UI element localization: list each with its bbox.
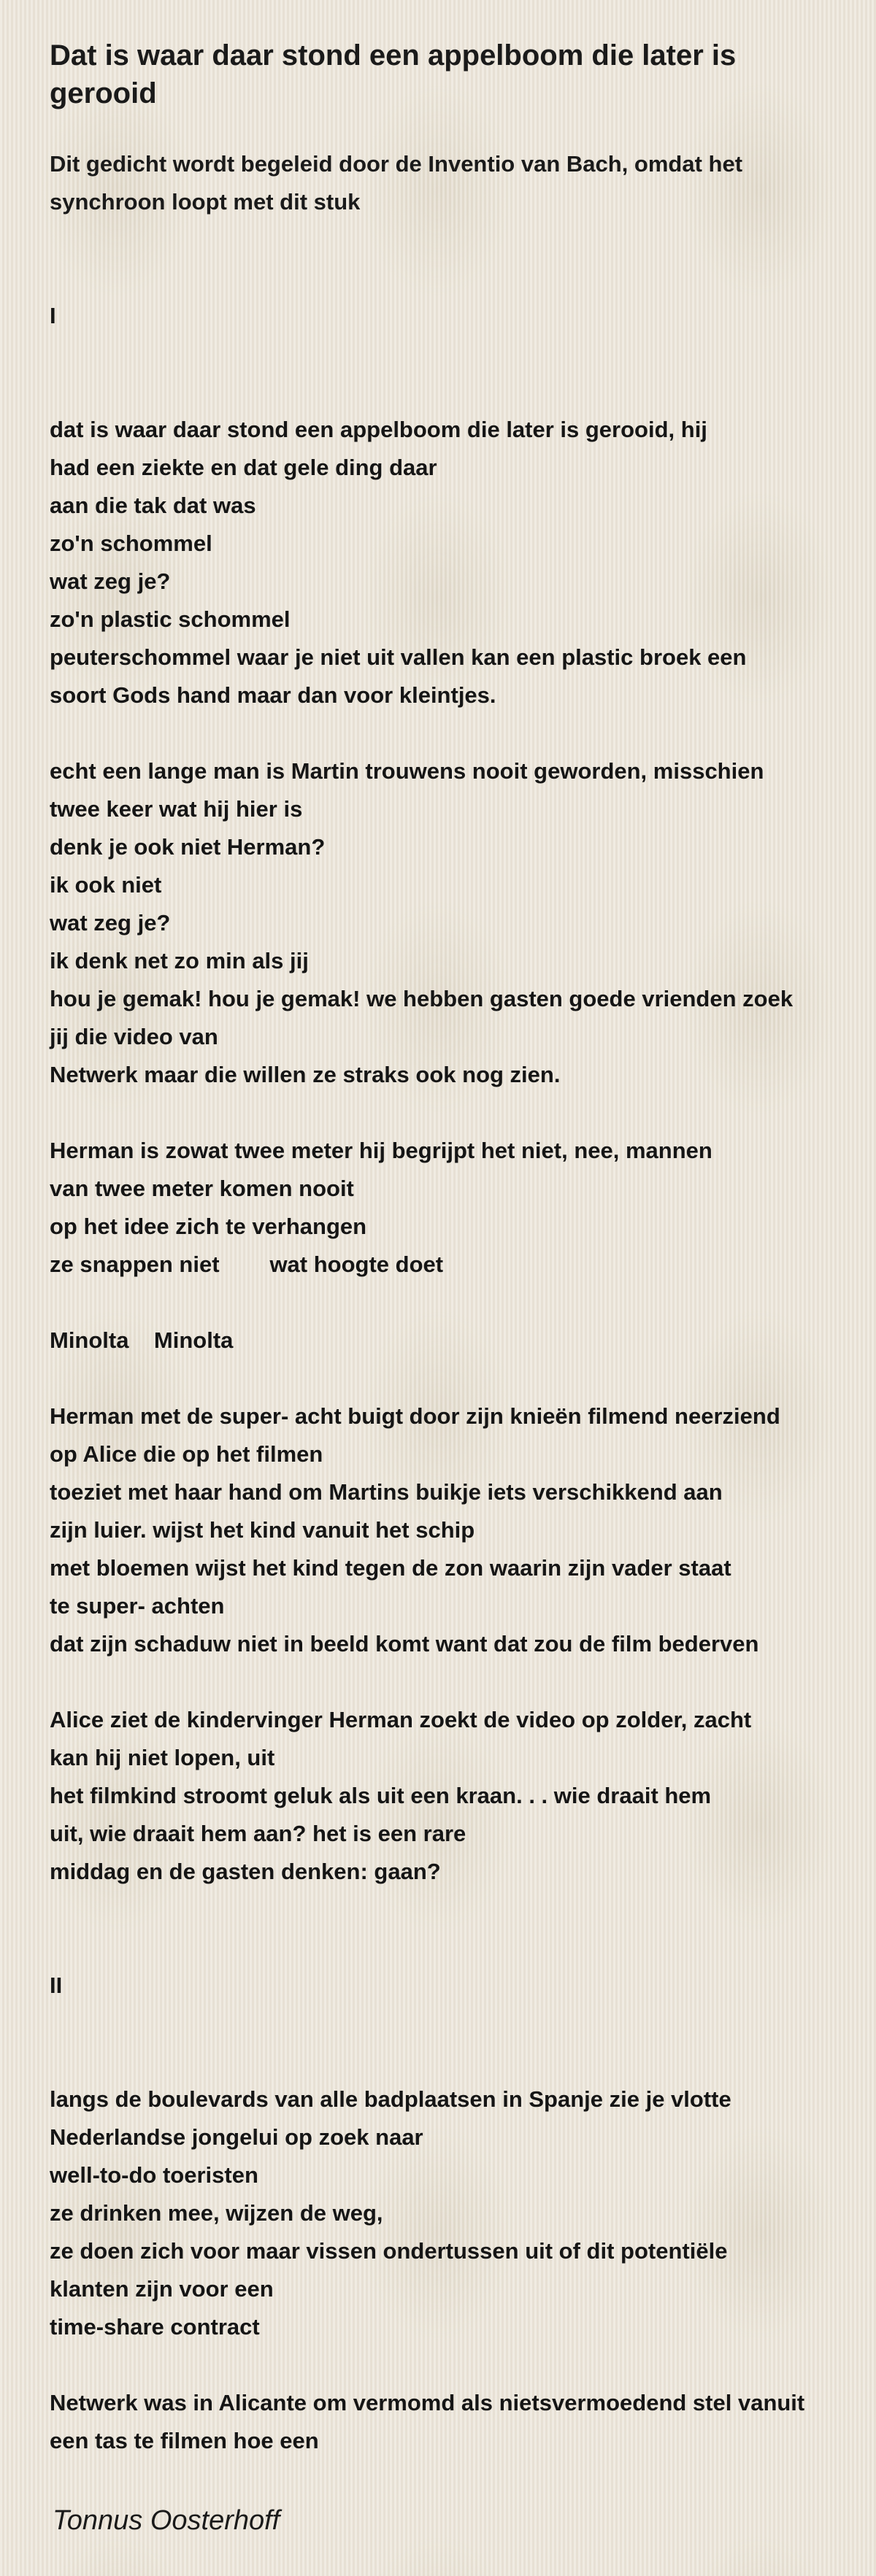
poem-line: time-share contract <box>50 2314 260 2340</box>
poem-line: middag en de gasten denken: gaan? <box>50 1859 441 1884</box>
poem-line: twee keer wat hij hier is <box>50 796 303 822</box>
poem-line: echt een lange man is Martin trouwens nooit geworden, misschien <box>50 758 764 784</box>
poem-line: dat is waar daar stond een appelboom die later is gerooid, hij <box>50 417 707 442</box>
poem-line: II <box>50 1973 63 1998</box>
poem-blank-line <box>50 335 845 373</box>
poem-line: kan hij niet lopen, uit <box>50 1745 275 1770</box>
poem-line: wat zeg je? <box>50 568 171 594</box>
poem-title: Dat is waar daar stond een appelboom die later is gerooid <box>50 39 737 109</box>
poem-blank-line <box>50 2043 845 2081</box>
poem-line: wat zeg je? <box>50 910 171 936</box>
poem-line: uit, wie draait hem aan? het is een rare <box>50 1821 466 1846</box>
poem-blank-line <box>50 1284 845 1322</box>
poem-line: zo'n plastic schommel <box>50 606 291 632</box>
poem-blank-line <box>50 2346 845 2384</box>
poem-line: Netwerk maar die willen ze straks ook nog zien. <box>50 1062 561 1087</box>
poem-line: jij die video van <box>50 1024 218 1049</box>
poem-line: well-to-do toeristen <box>50 2162 258 2188</box>
poem-line: soort Gods hand maar dan voor kleintjes. <box>50 682 496 708</box>
poem-line: hou je gemak! hou je gemak! we hebben gasten goede vrienden zoek <box>50 986 794 1011</box>
poem-line: aan die tak dat was <box>50 493 256 518</box>
poem-blank-line <box>50 1891 845 1929</box>
poem-line: Minolta Minolta <box>50 1327 234 1353</box>
poem-blank-line <box>50 714 845 752</box>
poem-line: Alice ziet de kindervinger Herman zoekt de video op zolder, zacht <box>50 1707 752 1732</box>
poem-line: had een ziekte en dat gele ding daar <box>50 455 437 480</box>
poem-line: een tas te filmen hoe een <box>50 2428 319 2453</box>
poem-line: ze snappen niet wat hoogte doet <box>50 1252 444 1277</box>
poem-line: I <box>50 303 56 328</box>
poem-line: op het idee zich te verhangen <box>50 1214 367 1239</box>
poem-body <box>50 297 845 2460</box>
poem-line: met bloemen wijst het kind tegen de zon waarin zijn vader staat <box>50 1555 731 1581</box>
poem-line: peuterschommel waar je niet uit vallen kan een plastic broek een <box>50 644 747 670</box>
poem-line: te super- achten <box>50 1593 225 1619</box>
poem-line: klanten zijn voor een <box>50 2276 274 2302</box>
poem-line: zijn luier. wijst het kind vanuit het schip <box>50 1517 475 1543</box>
poem-blank-line <box>50 373 845 411</box>
poem-line: toeziet met haar hand om Martins buikje iets verschikkend aan <box>50 1479 723 1505</box>
poem-line: Nederlandse jongelui op zoek naar <box>50 2124 423 2150</box>
poem-blank-line <box>50 1929 845 1967</box>
poem-line: op Alice die op het filmen <box>50 1441 323 1467</box>
poem-line: ik denk net zo min als jij <box>50 948 309 973</box>
poem-blank-line <box>50 2005 845 2043</box>
poem-line: langs de boulevards van alle badplaatsen in Spanje zie je vlotte <box>50 2086 731 2112</box>
poem-line: Herman is zowat twee meter hij begrijpt het niet, nee, mannen <box>50 1138 712 1163</box>
poem-blank-line <box>50 1360 845 1397</box>
poem-line: denk je ook niet Herman? <box>50 834 326 860</box>
poem-author: Tonnus Oosterhoff <box>53 2505 280 2536</box>
poem-line: Herman met de super- acht buigt door zijn knieën filmend neerziend <box>50 1403 780 1429</box>
poem-line: ze doen zich voor maar vissen ondertussen uit of dit potentiële <box>50 2238 728 2264</box>
poem-line: zo'n schommel <box>50 531 212 556</box>
poem-line: dat zijn schaduw niet in beeld komt want dat zou de film bederven <box>50 1631 759 1657</box>
poem-line: ze drinken mee, wijzen de weg, <box>50 2200 383 2226</box>
poem-line: het filmkind stroomt geluk als uit een kraan. . . wie draait hem <box>50 1783 712 1808</box>
poem-line: Netwerk was in Alicante om vermomd als nietsvermoedend stel vanuit <box>50 2390 805 2415</box>
poem-line: ik ook niet <box>50 872 162 898</box>
poem-intro: Dit gedicht wordt begeleid door de Inventio van Bach, omdat het synchroon loopt met dit stuk <box>50 151 743 215</box>
poem-blank-line <box>50 1094 845 1132</box>
poem-blank-line <box>50 1663 845 1701</box>
poem-line: van twee meter komen nooit <box>50 1176 354 1201</box>
